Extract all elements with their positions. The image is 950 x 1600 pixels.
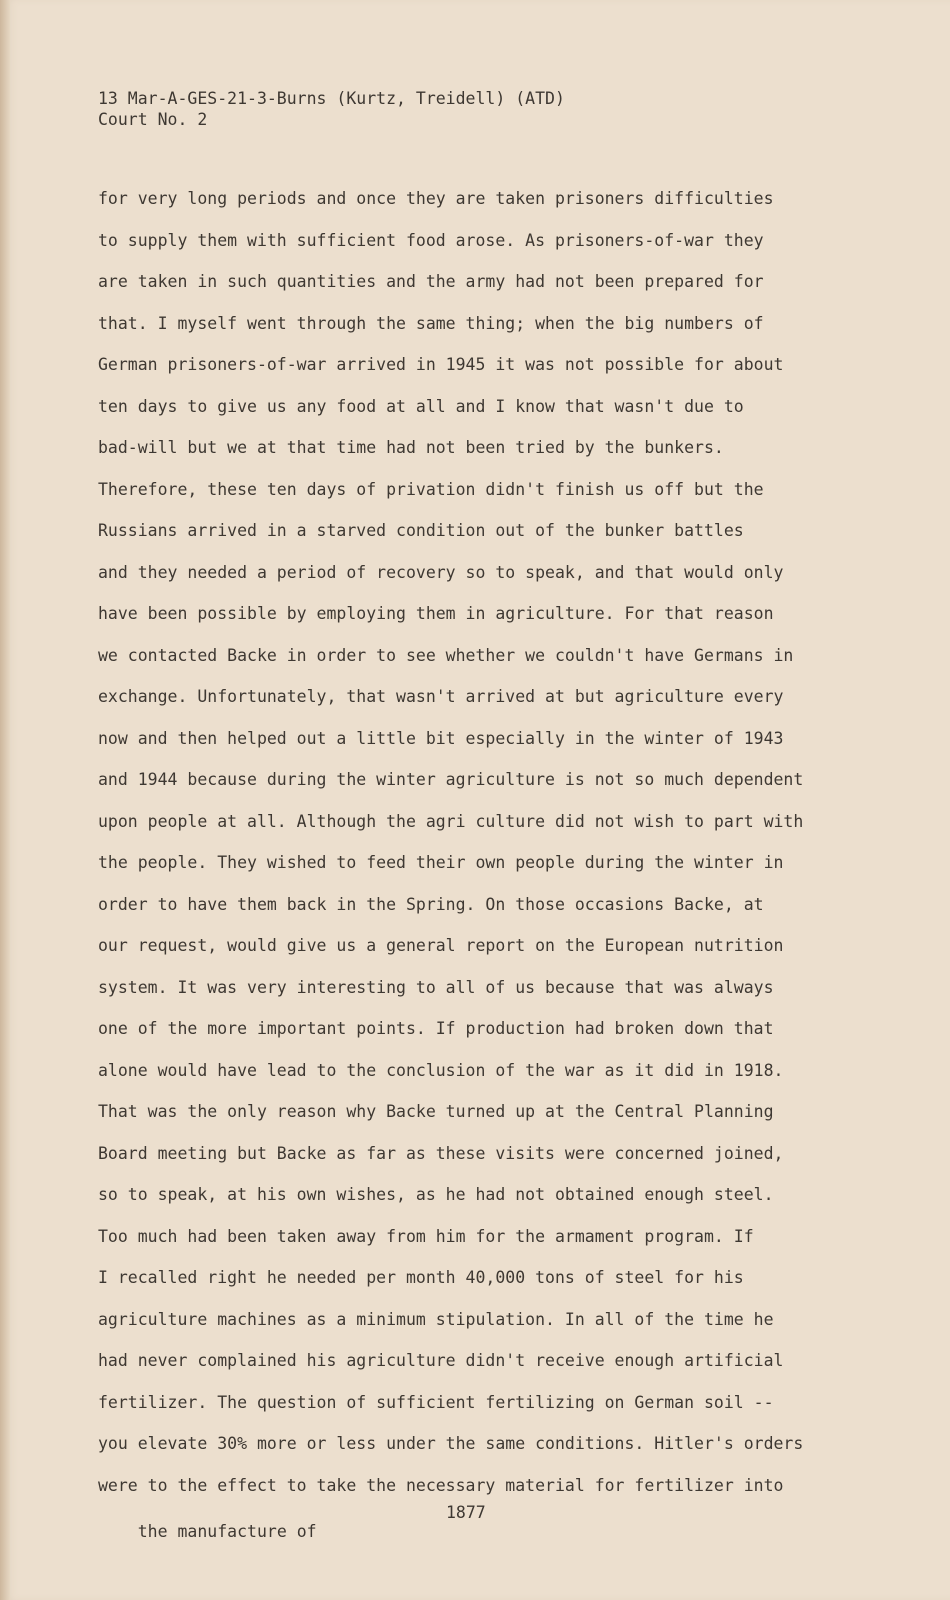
- transcript-line: the people. They wished to feed their own people during the winter in: [98, 853, 784, 872]
- transcript-line: system. It was very interesting to all of us because that was always: [98, 977, 774, 997]
- header-court-number: Court No. 2: [98, 110, 208, 129]
- transcript-line: had never complained his agriculture didn't receive enough artificial: [98, 1351, 784, 1370]
- transcript-line: Too much had been taken away from him for the armament program. If: [98, 1226, 754, 1246]
- transcript-line: and 1944 because during the winter agriculture is not so much dependent: [98, 770, 804, 789]
- transcript-line: you elevate 30% more or less under the same conditions. Hitler's orders: [98, 1434, 804, 1453]
- transcript-line: order to have them back in the Spring. On those occasions Backe, at: [98, 894, 764, 914]
- transcript-line: are taken in such quantities and the army had not been prepared for: [98, 272, 764, 291]
- transcript-line: have been possible by employing them in agriculture. For that reason: [98, 604, 774, 623]
- transcript-body: [98, 178, 928, 1506]
- transcript-line: I recalled right he needed per month 40,000 tons of steel for his: [98, 1268, 744, 1287]
- transcript-line: exchange. Unfortunately, that wasn't arrived at but agriculture every: [98, 687, 784, 706]
- page-number: 1877: [446, 1503, 486, 1522]
- transcript-line: agriculture machines as a minimum stipulation. In all of the time he: [98, 1309, 774, 1329]
- transcript-line: Therefore, these ten days of privation didn't finish us off but the: [98, 479, 764, 499]
- transcript-line: Russians arrived in a starved condition out of the bunker battles: [98, 521, 744, 540]
- transcript-line: and they needed a period of recovery so to speak, and that would only: [98, 562, 784, 582]
- continuation-text: the manufacture of: [137, 1522, 317, 1541]
- transcript-line: were to the effect to take the necessary material for fertilizer into: [98, 1475, 784, 1495]
- transcript-line: bad-will but we at that time had not been tried by the bunkers.: [98, 438, 724, 457]
- page-binding-edge: [0, 0, 10, 1600]
- transcript-line: ten days to give us any food at all and I know that wasn't due to: [98, 396, 744, 416]
- transcript-line: to supply them with sufficient food arose. As prisoners-of-war they: [98, 230, 764, 250]
- transcript-line: now and then helped out a little bit especially in the winter of 1943: [98, 728, 784, 748]
- transcript-line: That was the only reason why Backe turned up at the Central Planning: [98, 1102, 774, 1121]
- transcript-line: that. I myself went through the same thing; when the big numbers of: [98, 313, 764, 333]
- transcript-line: fertilizer. The question of sufficient fertilizing on German soil --: [98, 1392, 774, 1412]
- transcript-line: alone would have lead to the conclusion of the war as it did in 1918.: [98, 1060, 784, 1080]
- transcript-line: Board meeting but Backe as far as these visits were concerned joined,: [98, 1143, 784, 1163]
- header-case-reference: 13 Mar-A-GES-21-3-Burns (Kurtz, Treidell) (ATD): [98, 89, 565, 108]
- transcript-line: German prisoners-of-war arrived in 1945 it was not possible for about: [98, 355, 784, 374]
- transcript-line: we contacted Backe in order to see whether we couldn't have Germans in: [98, 645, 794, 665]
- transcript-line: for very long periods and once they are taken prisoners difficulties: [98, 189, 774, 208]
- document-header: [98, 88, 565, 130]
- transcript-line: so to speak, at his own wishes, as he had not obtained enough steel.: [98, 1185, 774, 1204]
- page-footer: [98, 1503, 928, 1579]
- transcript-line: our request, would give us a general report on the European nutrition: [98, 936, 784, 955]
- transcript-line: upon people at all. Although the agri culture did not wish to part with: [98, 811, 804, 831]
- transcript-line: one of the more important points. If production had broken down that: [98, 1019, 774, 1038]
